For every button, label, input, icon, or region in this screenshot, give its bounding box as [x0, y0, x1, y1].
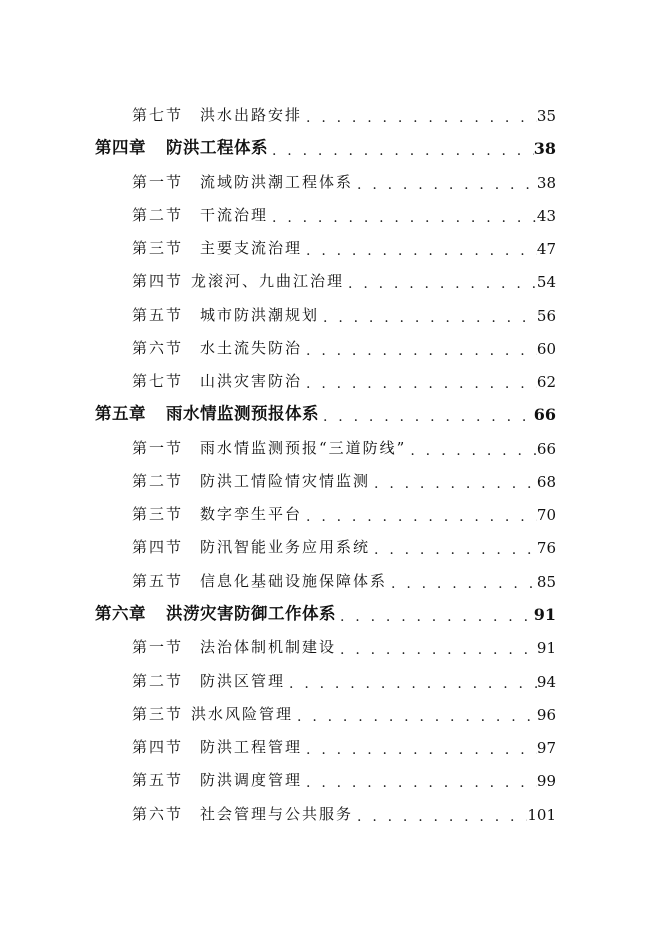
- section-number: 第七节: [132, 372, 184, 390]
- dot-leader: [268, 211, 537, 225]
- page-number: 62: [536, 373, 556, 391]
- section-title: 干流治理: [200, 206, 269, 224]
- toc-entry[interactable]: [132, 467, 556, 491]
- dot-leader: [353, 178, 537, 192]
- section-number: 第二节: [132, 472, 184, 490]
- section-title: 洪水出路安排: [200, 106, 303, 124]
- page-number: 96: [536, 706, 556, 724]
- dot-leader: [285, 677, 537, 691]
- section-number: 第六节: [132, 339, 184, 357]
- toc-entry[interactable]: [132, 766, 556, 790]
- section-number: 第五节: [132, 572, 184, 590]
- dot-leader: [319, 311, 537, 325]
- toc-entry[interactable]: [132, 267, 556, 291]
- toc-entry[interactable]: [132, 201, 556, 225]
- toc-entry[interactable]: [132, 800, 556, 824]
- section-number: 第二节: [132, 672, 184, 690]
- section-title: 山洪灾害防治: [200, 372, 303, 390]
- page-number: 66: [533, 405, 556, 424]
- section-number: 第一节: [132, 173, 184, 191]
- dot-leader: [319, 410, 534, 424]
- section-number: 第五节: [132, 771, 184, 789]
- toc-entry[interactable]: [132, 700, 556, 724]
- page-number: 91: [536, 639, 556, 657]
- section-title: 法治体制机制建设: [200, 638, 337, 656]
- dot-leader: [268, 144, 534, 158]
- section-number: 第三节: [132, 239, 184, 257]
- page-number: 38: [536, 174, 556, 192]
- dot-leader: [406, 444, 537, 458]
- page-number: 70: [536, 506, 556, 524]
- toc-chapter-entry[interactable]: [95, 134, 556, 158]
- chapter-title: 防洪工程体系: [166, 138, 268, 157]
- toc-entry[interactable]: [132, 500, 556, 524]
- toc-entry[interactable]: [132, 301, 556, 325]
- section-title: 数字孪生平台: [200, 505, 303, 523]
- section-number: 第四节: [132, 272, 184, 290]
- section-title: 防洪工程管理: [200, 738, 303, 756]
- section-title: 信息化基础设施保障体系: [200, 572, 388, 590]
- toc-entry[interactable]: [132, 567, 556, 591]
- toc-entry[interactable]: [132, 334, 556, 358]
- section-title: 水土流失防治: [200, 339, 303, 357]
- section-number: 第一节: [132, 439, 184, 457]
- toc-entry[interactable]: [132, 168, 556, 192]
- toc-entry[interactable]: [132, 633, 556, 657]
- toc-entry[interactable]: [132, 667, 556, 691]
- toc-entry[interactable]: [132, 733, 556, 757]
- dot-leader: [302, 743, 537, 757]
- section-title: 洪水风险管理: [191, 705, 294, 723]
- page-number: 68: [536, 473, 556, 491]
- section-title: 城市防洪潮规划: [200, 306, 320, 324]
- page-number: 99: [536, 772, 556, 790]
- page-number: 60: [536, 340, 556, 358]
- section-number: 第三节: [132, 505, 184, 523]
- page-number: 97: [536, 739, 556, 757]
- chapter-title: 洪涝灾害防御工作体系: [166, 604, 336, 623]
- page-number: 76: [536, 539, 556, 557]
- dot-leader: [387, 577, 537, 591]
- section-title: 防洪区管理: [200, 672, 286, 690]
- section-number: 第四节: [132, 538, 184, 556]
- page-number: 47: [536, 240, 556, 258]
- page-number: 54: [536, 273, 556, 291]
- section-number: 第一节: [132, 638, 184, 656]
- dot-leader: [293, 710, 537, 724]
- toc-entry[interactable]: [132, 367, 556, 391]
- section-title: 流域防洪潮工程体系: [200, 173, 354, 191]
- dot-leader: [302, 111, 537, 125]
- dot-leader: [302, 244, 537, 258]
- page-number: 35: [536, 107, 556, 125]
- section-title: 龙滚河、九曲江治理: [191, 272, 345, 290]
- dot-leader: [336, 643, 537, 657]
- page-number: 91: [533, 605, 556, 624]
- page-number: 38: [533, 139, 556, 158]
- page-number: 66: [536, 440, 556, 458]
- page-number: 85: [536, 573, 556, 591]
- toc-entry[interactable]: [132, 434, 556, 458]
- section-title: 主要支流治理: [200, 239, 303, 257]
- section-title: 防汛智能业务应用系统: [200, 538, 371, 556]
- chapter-number: 第五章: [95, 404, 146, 423]
- dot-leader: [302, 377, 537, 391]
- section-number: 第七节: [132, 106, 184, 124]
- section-number: 第四节: [132, 738, 184, 756]
- section-title: 防洪工情险情灾情监测: [200, 472, 371, 490]
- dot-leader: [302, 776, 537, 790]
- toc-chapter-entry[interactable]: [95, 400, 556, 424]
- dot-leader: [344, 277, 537, 291]
- dot-leader: [370, 543, 537, 557]
- section-number: 第六节: [132, 805, 184, 823]
- chapter-number: 第六章: [95, 604, 146, 623]
- dot-leader: [370, 477, 537, 491]
- dot-leader: [353, 810, 527, 824]
- chapter-number: 第四章: [95, 138, 146, 157]
- toc-entry[interactable]: [132, 101, 556, 125]
- section-title: 社会管理与公共服务: [200, 805, 354, 823]
- section-number: 第三节: [132, 705, 184, 723]
- section-title: 防洪调度管理: [200, 771, 303, 789]
- page-number: 43: [536, 207, 556, 225]
- chapter-title: 雨水情监测预报体系: [166, 404, 319, 423]
- toc-entry[interactable]: [132, 533, 556, 557]
- page-number: 101: [527, 806, 556, 824]
- page-number: 56: [536, 307, 556, 325]
- page-number: 94: [536, 673, 556, 691]
- section-number: 第五节: [132, 306, 184, 324]
- toc-chapter-entry[interactable]: [95, 600, 556, 624]
- dot-leader: [302, 510, 537, 524]
- toc-entry[interactable]: [132, 234, 556, 258]
- section-title: 雨水情监测预报“三道防线”: [200, 439, 407, 457]
- section-number: 第二节: [132, 206, 184, 224]
- dot-leader: [302, 344, 537, 358]
- dot-leader: [336, 610, 534, 624]
